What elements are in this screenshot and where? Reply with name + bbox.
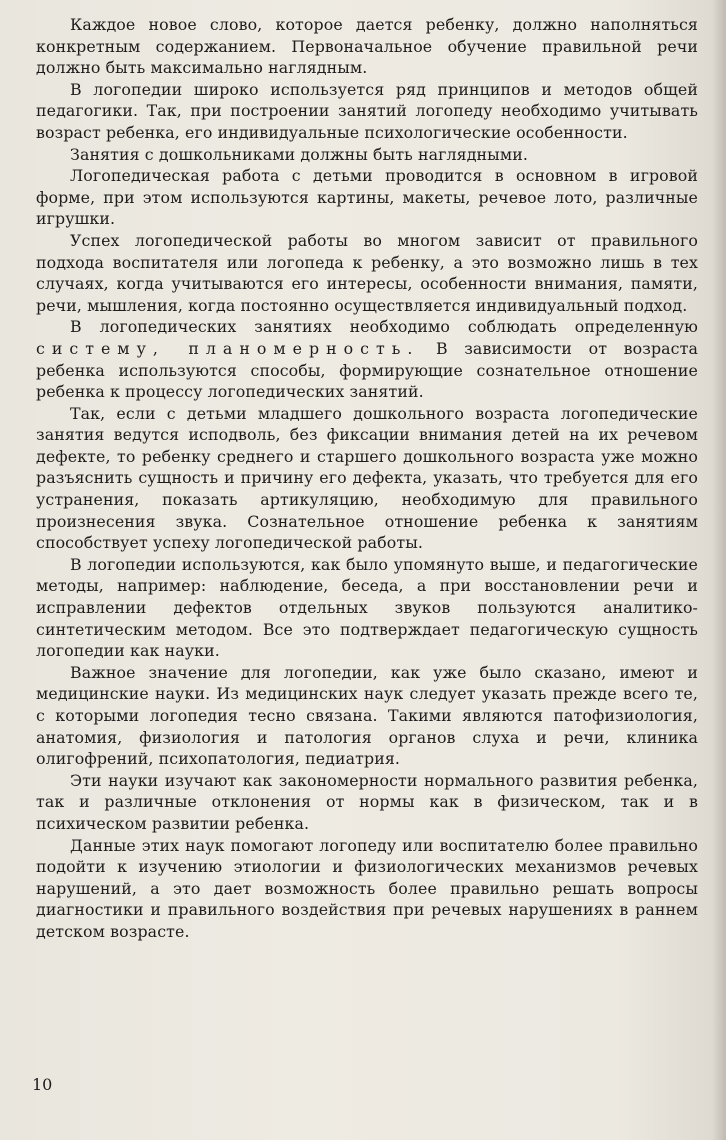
paragraph-9: Важное значение для логопедии, как уже было сказано, имеют и медицинские науки. Из медицинских наук следует указать прежде всего те, с которыми логопедия тесно связана. Такими являются патофизиология, анатомия, физиология и патология органов слуха и речи, клиника олигофрений, психопатология, педиатрия. (36, 662, 698, 769)
body-text (36, 14, 698, 943)
paragraph-10: Эти науки изучают как закономерности нормального развития ребенка, так и различные отклонения от нормы как в физическом, так и в психическом развитии ребенка. (36, 770, 698, 833)
paragraph-7: Так, если с детьми младшего дошкольного возраста логопедические занятия ведутся исподволь, без фиксации внимания детей на их речевом дефекте, то ребенку среднего и старшего дошкольного возраста уже можно разъяснить сущность и причину его дефекта, указать, что требуется для его устранения, показать артикуляцию, необходимую для правильного произнесения звука. Сознательное отношение ребенка к занятиям способствует успеху логопедической работы. (36, 403, 698, 553)
paragraph-11: Данные этих наук помогают логопеду или воспитателю более правильно подойти к изучению этиологии и физиологических механизмов речевых нарушений, а это дает возможность более правильно решать вопросы диагностики и правильного воздействия при речевых нарушениях в раннем детском возрасте. (36, 835, 698, 941)
paragraph-2: В логопедии широко используется ряд принципов и методов общей педагогики. Так, при построении занятий логопеду необходимо учитывать возраст ребенка, его индивидуальные психологические особенности. (36, 79, 698, 142)
paragraph-1: Каждое новое слово, которое дается ребенку, должно наполняться конкретным содержанием. Первоначальное обучение правильной речи должно быть максимально наглядным. (36, 15, 698, 78)
paragraph-6-rest: В зависимости от возраста ребенка используются способы, формирующие сознательное отношение ребенка к процессу логопедических занятий. (36, 338, 698, 402)
page-number: 10 (32, 1075, 53, 1094)
paragraph-6-emphasis: систему, планомерность. (36, 338, 420, 358)
paragraph-4: Логопедическая работа с детьми проводится в основном в игровой форме, при этом используются картины, макеты, речевое лото, различные игрушки. (36, 166, 698, 229)
page-edge-shadow (712, 0, 726, 1140)
paragraph-6-lead: В логопедических занятиях необходимо соблюдать определенную (70, 317, 698, 337)
paragraph-5: Успех логопедической работы во многом зависит от правильного подхода воспитателя или логопеда к ребенку, а это возможно лишь в тех случаях, когда учитываются его интересы, особенности внимания, памяти, речи, мышления, когда постоянно осуществляется индивидуальный подход. (36, 230, 698, 315)
paragraph-8: В логопедии используются, как было упомянуто выше, и педагогические методы, например: наблюдение, беседа, а при восстановлении речи и исправлении дефектов отдельных звуков пользуются аналитико-синтетическим методом. Все это подтверждает педагогическую сущность логопедии как науки. (36, 554, 698, 661)
paragraph-3: Занятия с дошкольниками должны быть наглядными. (70, 144, 528, 164)
paragraph-6 (36, 316, 698, 402)
